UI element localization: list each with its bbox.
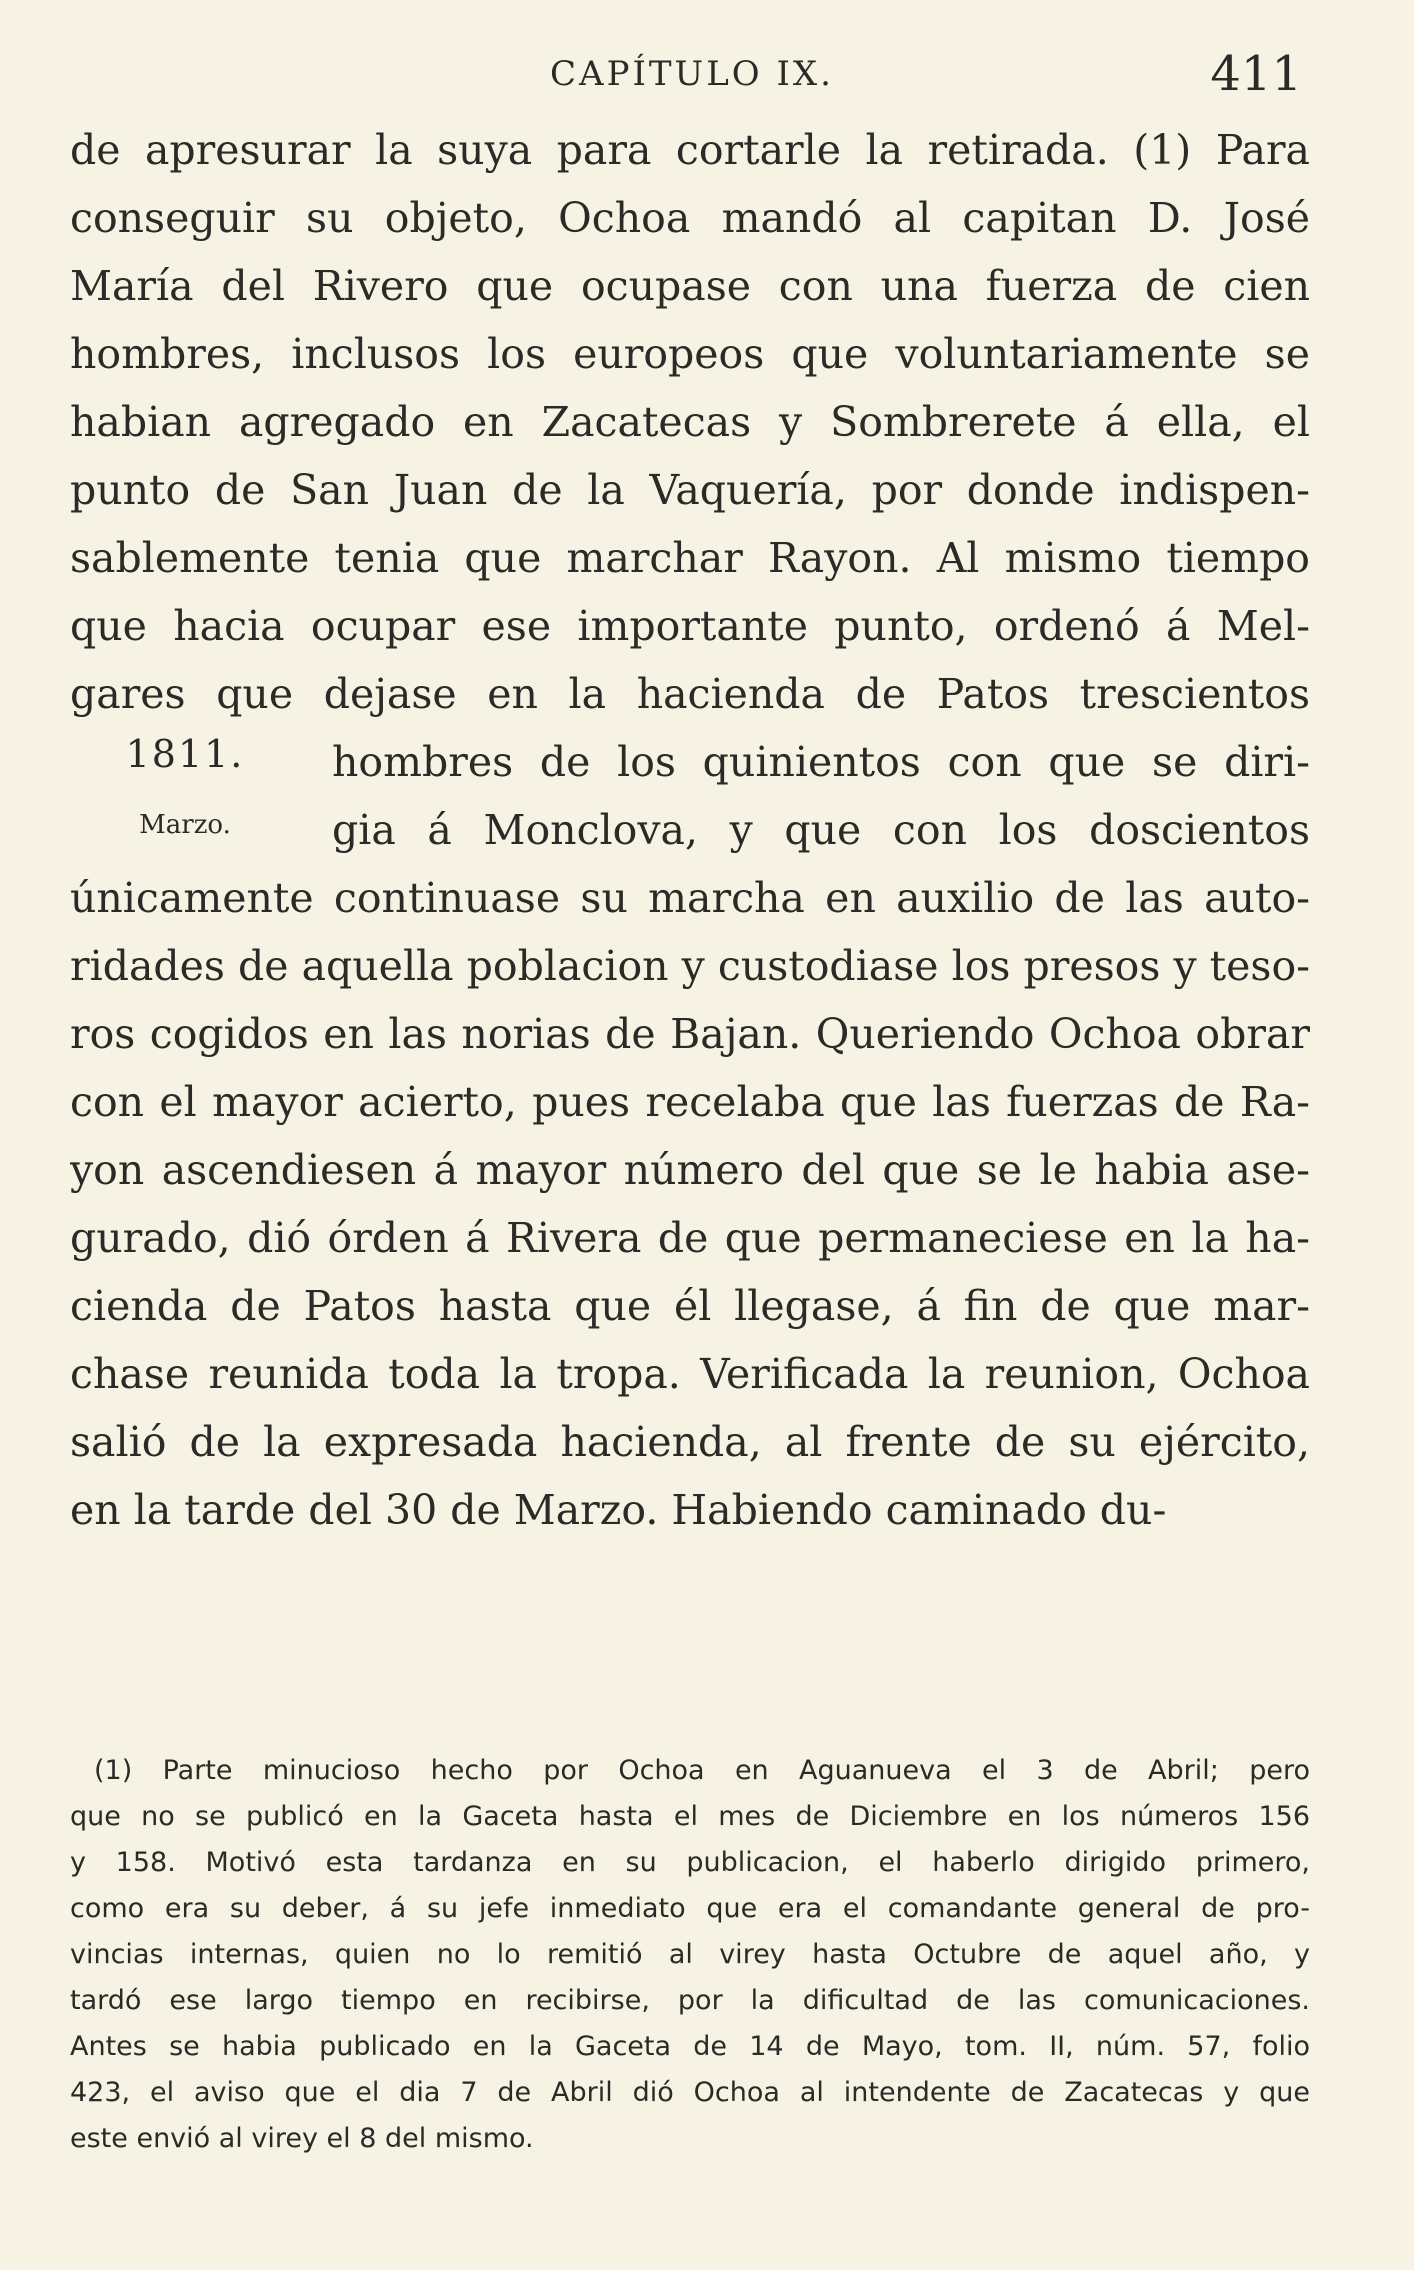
text-line: conseguir su objeto, Ochoa mandó al capitan D. José — [70, 194, 1310, 242]
text-line: salió de la expresada hacienda, al frente de su ejército, — [70, 1418, 1310, 1466]
text-line: gares que dejase en la hacienda de Patos trescientos — [70, 670, 1310, 718]
text-line: que hacia ocupar ese importante punto, ordenó á Mel- — [70, 602, 1310, 650]
text-line: sablemente tenia que marchar Rayon. Al mismo tiempo — [70, 534, 1310, 582]
footnote-line: tardó ese largo tiempo en recibirse, por la dificultad de las comunicaciones. — [70, 1985, 1310, 2016]
text-line: cienda de Patos hasta que él llegase, á fin de que mar- — [70, 1282, 1310, 1330]
text-line: de apresurar la suya para cortarle la retirada. (1) Para — [70, 126, 1310, 174]
text-line: María del Rivero que ocupase con una fuerza de cien — [70, 262, 1310, 310]
footnote-line: como era su deber, á su jefe inmediato que era el comandante general de pro- — [70, 1893, 1310, 1924]
text-line: hombres de los quinientos con que se diri- — [332, 738, 1310, 786]
text-line: con el mayor acierto, pues recelaba que las fuerzas de Ra- — [70, 1078, 1310, 1126]
footnote — [70, 1748, 1310, 2162]
footnote-line: (1) Parte minucioso hecho por Ochoa en Aguanueva el 3 de Abril; pero — [94, 1755, 1310, 1786]
text-line: habian agregado en Zacatecas y Sombrerete á ella, el — [70, 398, 1310, 446]
text-line: gurado, dió órden á Rivera de que permaneciese en la ha- — [70, 1214, 1310, 1262]
page-number: 411 — [1210, 46, 1302, 102]
text-line: hombres, inclusos los europeos que voluntariamente se — [70, 330, 1310, 378]
footnote-line: y 158. Motivó esta tardanza en su publicacion, el haberlo dirigido primero, — [70, 1847, 1310, 1878]
footnote-line: Antes se habia publicado en la Gaceta de 14 de Mayo, tom. II, núm. 57, folio — [70, 2031, 1310, 2062]
text-line: ros cogidos en las norias de Bajan. Queriendo Ochoa obrar — [70, 1010, 1310, 1058]
text-line: únicamente continuase su marcha en auxilio de las auto- — [70, 874, 1310, 922]
margin-note-year: 1811. — [125, 732, 245, 776]
text-line: ridades de aquella poblacion y custodiase los presos y teso- — [70, 942, 1310, 990]
text-line: chase reunida toda la tropa. Verificada la reunion, Ochoa — [70, 1350, 1310, 1398]
text-line: yon ascendiesen á mayor número del que se le habia ase- — [70, 1146, 1310, 1194]
footnote-line: vincias internas, quien no lo remitió al virey hasta Octubre de aquel año, y — [70, 1939, 1310, 1970]
text-line: gia á Monclova, y que con los doscientos — [332, 806, 1310, 854]
running-head — [70, 46, 1310, 106]
body-text — [70, 116, 1310, 1544]
chapter-title: CAPÍTULO IX. — [550, 54, 834, 94]
footnote-line: este envió al virey el 8 del mismo. — [70, 2123, 534, 2154]
footnote-line: que no se publicó en la Gaceta hasta el mes de Diciembre en los números 156 — [70, 1801, 1310, 1832]
margin-note-month: Marzo. — [139, 810, 231, 840]
text-line: punto de San Juan de la Vaquería, por donde indispen- — [70, 466, 1310, 514]
text-line: en la tarde del 30 de Marzo. Habiendo caminado du- — [70, 1486, 1167, 1534]
footnote-line: 423, el aviso que el dia 7 de Abril dió Ochoa al intendente de Zacatecas y que — [70, 2077, 1310, 2108]
